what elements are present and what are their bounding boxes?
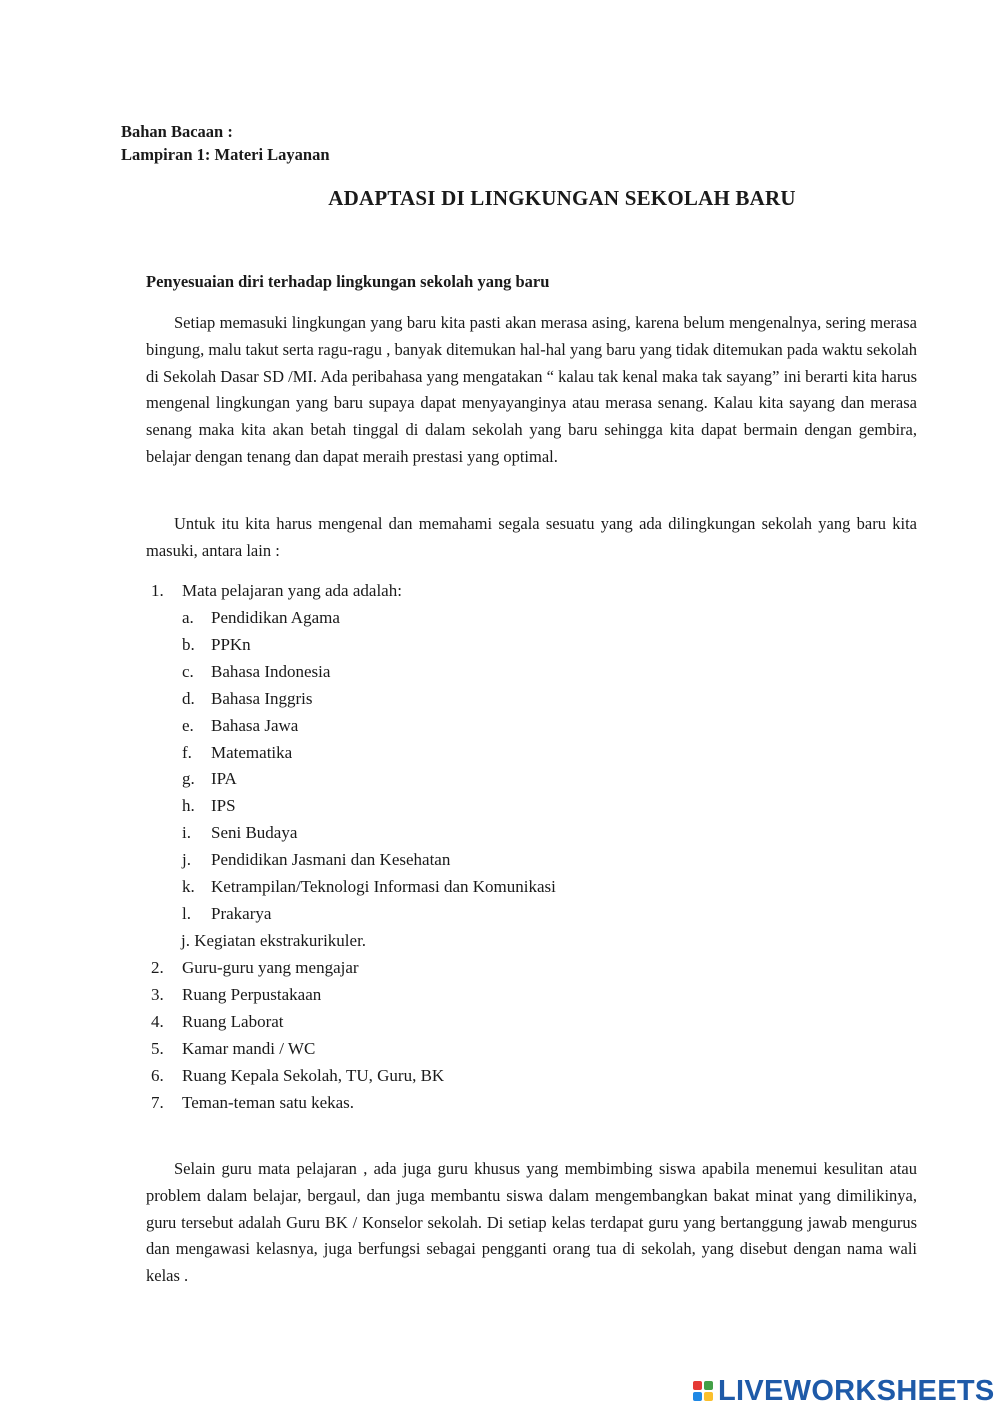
subject-item-text: Seni Budaya bbox=[211, 823, 298, 843]
intro-paragraph-text: Setiap memasuki lingkungan yang baru kita pasti akan merasa asing, karena belum mengenalnya, sering merasa bingung, malu takut serta ragu-ragu , banyak ditemukan hal-hal yang baru yang tidak ditemukan pada waktu sekolah di Sekolah Dasar SD /MI. Ada peribahasa yang mengatakan “ kalau tak kenal maka tak sayang” ini berarti kita harus mengenal lingkungan yang baru supaya dapat menyayanginya atau merasa senang. Kalau kita sayang dan merasa senang maka kita akan betah tinggal di dalam sekolah yang baru sehingga kita dapat bermain dengan gembira, belajar dengan tenang dan dapat meraih prestasi yang optimal. bbox=[146, 313, 917, 466]
subject-item-text: Pendidikan Jasmani dan Kesehatan bbox=[211, 850, 451, 870]
page-title: ADAPTASI DI LINGKUNGAN SEKOLAH BARU bbox=[328, 186, 796, 210]
subject-item-letter: b. bbox=[182, 634, 195, 654]
subject-item-text: Ketrampilan/Teknologi Informasi dan Komunikasi bbox=[211, 877, 556, 896]
liveworksheets-wordmark: LIVEWORKSHEETS bbox=[718, 1374, 995, 1407]
list-item-number: 7. bbox=[151, 1092, 164, 1112]
closing-paragraph bbox=[146, 1156, 917, 1290]
subject-item-letter: g. bbox=[182, 769, 195, 789]
liveworksheets-mark-icon bbox=[693, 1381, 713, 1401]
subject-item-text: IPS bbox=[211, 796, 236, 816]
list-item-number: 1. bbox=[151, 581, 164, 600]
subject-item-letter: a. bbox=[182, 608, 194, 627]
subject-item-letter: f. bbox=[182, 742, 192, 762]
list-item-text: Teman-teman satu kekas. bbox=[182, 1092, 355, 1112]
subject-item-text: Bahasa Indonesia bbox=[211, 661, 331, 681]
list-item-number: 6. bbox=[151, 1065, 164, 1085]
attachment-label: Lampiran 1: Materi Layanan bbox=[121, 145, 330, 164]
liveworksheets-logo bbox=[693, 1374, 995, 1408]
list-item-number: 2. bbox=[151, 958, 164, 977]
subject-item-text: Prakarya bbox=[211, 903, 272, 923]
subject-item-letter: d. bbox=[182, 688, 195, 708]
list-item-number: 5. bbox=[151, 1038, 164, 1058]
logo-square bbox=[693, 1392, 702, 1401]
reading-label: Bahan Bacaan : bbox=[121, 122, 233, 141]
list-item-text: Mata pelajaran yang ada adalah: bbox=[182, 581, 402, 600]
list-item-text: Ruang Kepala Sekolah, TU, Guru, BK bbox=[182, 1065, 445, 1085]
list-item-number: 4. bbox=[151, 1011, 164, 1031]
subject-item-text: Bahasa Inggris bbox=[211, 688, 313, 708]
logo-square bbox=[704, 1381, 713, 1390]
subject-item-text: IPA bbox=[211, 769, 237, 789]
list-item-number: 3. bbox=[151, 984, 164, 1004]
subject-item-text: PPKn bbox=[211, 634, 251, 654]
subject-item-letter: l. bbox=[182, 903, 191, 923]
subject-item-letter: e. bbox=[182, 715, 194, 735]
logo-square bbox=[693, 1381, 702, 1390]
extracurricular-item: j. Kegiatan ekstrakurikuler. bbox=[181, 931, 367, 950]
closing-paragraph-text: Selain guru mata pelajaran , ada juga guru khusus yang membimbing siswa apabila menemui kesulitan atau problem dalam belajar, bergaul, dan juga membantu siswa dalam mengembangkan bakat minat yang dimilikinya, guru tersebut adalah Guru BK / Konselor sekolah. Di setiap kelas terdapat guru yang bertanggung jawab mengurus dan mengawasi kelasnya, juga berfungsi sebagai pengganti orang tua di sekolah, yang disebut dengan nama wali kelas . bbox=[146, 1159, 917, 1286]
subject-item-text: Matematika bbox=[211, 742, 293, 762]
subject-item-letter: k. bbox=[182, 877, 195, 896]
subject-item-letter: j. bbox=[182, 850, 191, 870]
lead-paragraph-text: Untuk itu kita harus mengenal dan memahami segala sesuatu yang ada dilingkungan sekolah yang baru kita masuki, antara lain : bbox=[146, 514, 917, 560]
section-subtitle: Penyesuaian diri terhadap lingkungan sekolah yang baru bbox=[146, 272, 550, 291]
subject-item-letter: h. bbox=[182, 796, 195, 816]
logo-square bbox=[704, 1392, 713, 1401]
subject-item-text: Bahasa Jawa bbox=[211, 715, 299, 735]
subject-item-letter: i. bbox=[182, 823, 191, 843]
list-item-text: Kamar mandi / WC bbox=[182, 1038, 316, 1058]
intro-paragraph bbox=[146, 310, 917, 471]
list-item-text: Ruang Perpustakaan bbox=[182, 984, 322, 1004]
lead-paragraph bbox=[146, 511, 917, 565]
list-item-text: Guru-guru yang mengajar bbox=[182, 958, 359, 977]
subject-item-text: Pendidikan Agama bbox=[211, 608, 340, 627]
list-item-text: Ruang Laborat bbox=[182, 1011, 284, 1031]
subject-item-letter: c. bbox=[182, 661, 194, 681]
